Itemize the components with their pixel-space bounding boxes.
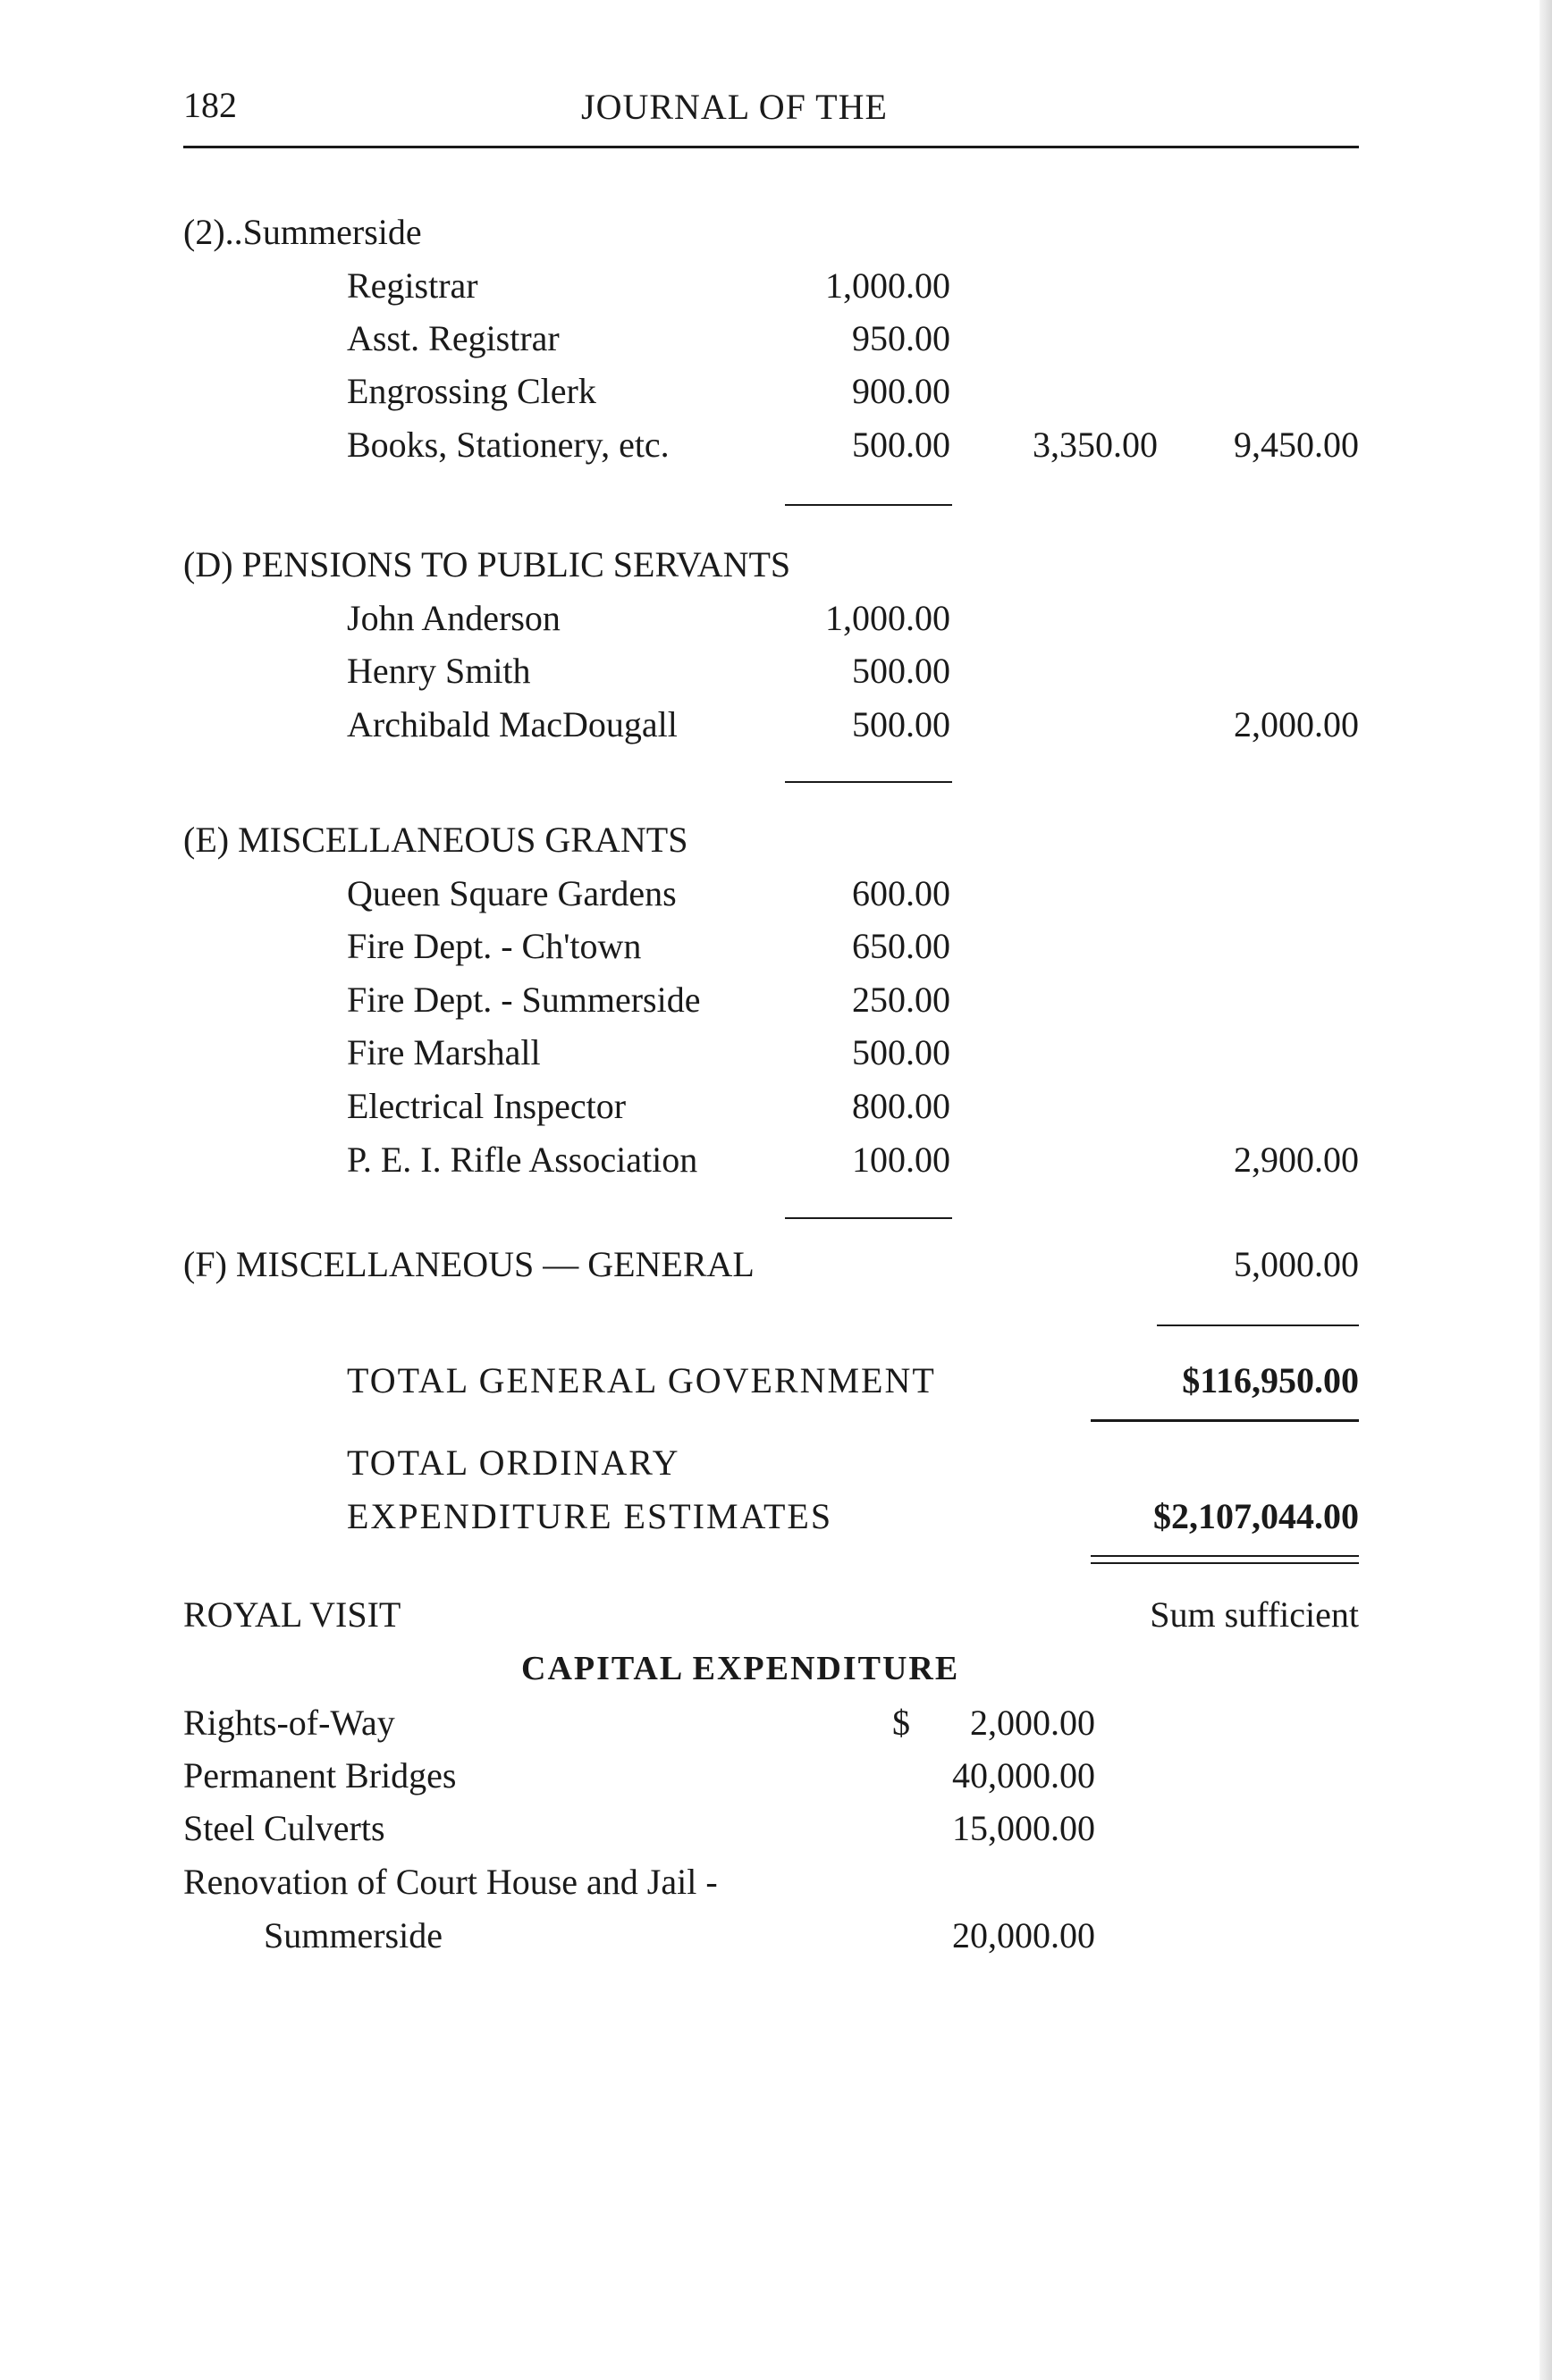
line-item-amount: 1,000.00 [825,598,950,638]
section-total-amount: 5,000.00 [1234,1244,1359,1284]
sum-rule [785,1217,952,1219]
royal-visit-label: ROYAL VISIT [183,1594,401,1635]
line-item-label: Henry Smith [347,651,531,691]
double-rule-bottom [1091,1562,1359,1564]
subtotal-amount: 3,350.00 [1033,425,1158,465]
line-item-amount: 900.00 [852,371,950,411]
line-item-amount: 250.00 [852,980,950,1020]
currency-symbol: $ [892,1703,910,1743]
capital-item-amount: 20,000.00 [952,1915,1095,1955]
line-item-amount: 500.00 [852,425,950,465]
section-heading-grants: (E) MISCELLANEOUS GRANTS [183,820,688,860]
total-ordinary-label-line1: TOTAL ORDINARY [347,1442,680,1483]
section-heading-summerside: (2)..Summerside [183,212,422,252]
capital-item-label: Permanent Bridges [183,1755,457,1796]
line-item-amount: 800.00 [852,1086,950,1126]
line-item-label: Archibald MacDougall [347,704,678,744]
line-item-label: P. E. I. Rifle Association [347,1140,698,1180]
capital-item-amount: 40,000.00 [952,1755,1095,1796]
line-item-amount: 650.00 [852,926,950,966]
line-item-amount: 500.00 [852,651,950,691]
section-total-amount: 2,000.00 [1234,704,1359,744]
capital-item-label: Rights-of-Way [183,1703,395,1743]
line-item-amount: 600.00 [852,873,950,913]
capital-item-label: Renovation of Court House and Jail - [183,1862,718,1902]
line-item-label: Books, Stationery, etc. [347,425,670,465]
line-item-amount: 500.00 [852,1032,950,1072]
section-heading-pensions: (D) PENSIONS TO PUBLIC SERVANTS [183,544,791,584]
line-item-label: Queen Square Gardens [347,873,677,913]
capital-item-amount: 15,000.00 [952,1808,1095,1848]
capital-expenditure-heading: CAPITAL EXPENDITURE [521,1650,960,1687]
line-item-amount: 100.00 [852,1140,950,1180]
double-rule-top [1091,1555,1359,1557]
section-heading-general: (F) MISCELLANEOUS — GENERAL [183,1244,755,1284]
total-general-government-label: TOTAL GENERAL GOVERNMENT [347,1360,936,1400]
line-item-label: Asst. Registrar [347,318,560,358]
line-item-amount: 500.00 [852,704,950,744]
line-item-label: Electrical Inspector [347,1086,627,1126]
total-general-government-amount: $116,950.00 [1182,1360,1359,1400]
line-item-label: Engrossing Clerk [347,371,596,411]
header-rule [183,146,1359,148]
sum-rule [1157,1325,1359,1326]
line-item-label: Fire Dept. - Ch'town [347,926,642,966]
sum-rule [785,504,952,506]
capital-item-label: Steel Culverts [183,1808,385,1848]
running-title: JOURNAL OF THE [581,87,888,127]
section-total-amount: 2,900.00 [1234,1140,1359,1180]
line-item-amount: 1,000.00 [825,265,950,306]
page-number: 182 [183,85,237,125]
line-item-label: Fire Dept. - Summerside [347,980,701,1020]
total-rule [1091,1419,1359,1422]
line-item-label: Registrar [347,265,478,306]
line-item-amount: 950.00 [852,318,950,358]
total-ordinary-amount: $2,107,044.00 [1153,1496,1359,1536]
line-item-label: John Anderson [347,598,561,638]
page-edge-shadow [1539,0,1552,2380]
line-item-label: Fire Marshall [347,1032,541,1072]
section-total-amount: 9,450.00 [1234,425,1359,465]
royal-visit-amount: Sum sufficient [1150,1594,1359,1635]
capital-item-label: Summerside [264,1915,443,1955]
total-ordinary-label-line2: EXPENDITURE ESTIMATES [347,1496,833,1536]
capital-item-amount: 2,000.00 [970,1703,1095,1743]
sum-rule [785,781,952,783]
